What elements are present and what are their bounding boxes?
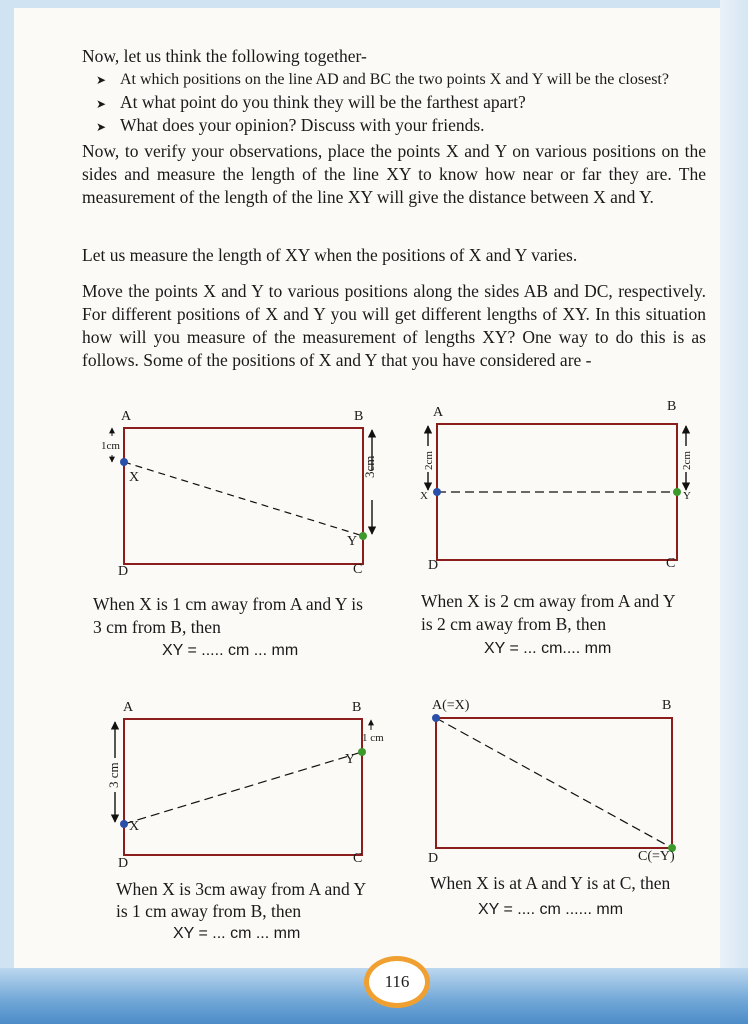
fig1-y-point	[359, 532, 367, 540]
fig3-caption-2: is 1 cm away from B, then	[116, 901, 302, 921]
fig2-label-y: Y	[683, 490, 691, 502]
fig1-caption-3: XY = ..... cm ... mm	[162, 642, 299, 659]
fig3-label-c: C	[353, 851, 363, 866]
fig3-rectangle	[124, 719, 362, 855]
fig2-label-d: D	[428, 558, 439, 573]
fig2-label-c: C	[666, 556, 676, 571]
fig3-label-a: A	[123, 700, 134, 715]
fig4-label-a: A(=X)	[432, 698, 470, 713]
fig3-right-measure: 1 cm	[362, 732, 384, 744]
fig4-caption-1: When X is at A and Y is at C, then	[430, 873, 671, 893]
fig1-label-y: Y	[347, 534, 358, 549]
fig4-label-c: C(=Y)	[638, 849, 675, 864]
fig2-x-point	[433, 488, 441, 496]
figure-2	[428, 424, 686, 560]
fig3-label-y: Y	[345, 752, 356, 767]
fig1-label-a: A	[121, 409, 132, 424]
fig4-caption-2: XY = .... cm ...... mm	[478, 901, 624, 918]
fig2-caption-3: XY = ... cm.... mm	[484, 640, 612, 657]
figure-3	[115, 719, 371, 855]
fig1-label-c: C	[353, 562, 363, 577]
fig1-xy-line	[124, 462, 363, 536]
fig4-xy-line	[436, 718, 672, 848]
fig2-left-measure: 2cm	[423, 451, 435, 470]
fig3-label-x: X	[129, 819, 140, 834]
fig2-caption-2: is 2 cm away from B, then	[421, 614, 607, 634]
bullet-2-text: At what point do you think they will be the farthest apart?	[120, 92, 526, 112]
fig2-caption-1: When X is 2 cm away from A and Y	[421, 591, 676, 611]
fig2-y-point	[673, 488, 681, 496]
figure-4	[432, 714, 676, 852]
arrow-bullet-icon: ➤	[96, 73, 107, 87]
intro-text: Now, let us think the following together-	[82, 46, 367, 66]
fig1-caption-1: When X is 1 cm away from A and Y is	[93, 594, 363, 614]
fig1-label-x: X	[129, 470, 140, 485]
fig3-y-point	[358, 748, 366, 756]
fig2-right-measure: 2cm	[681, 451, 693, 470]
arrow-bullet-icon: ➤	[96, 97, 107, 111]
fig1-left-measure: 1cm	[101, 440, 120, 452]
fig2-label-x: X	[420, 490, 428, 502]
fig1-caption-2: 3 cm from B, then	[93, 617, 221, 637]
bullet-1-text: At which positions on the line AD and BC the two points X and Y will be the closest?	[120, 71, 669, 88]
paragraph-3: Move the points X and Y to various positions along the sides AB and DC, respectively. For different positions of X and Y you will get different lengths of XY. In this situation how will you measure of the measurement of lengths XY? One way to do this is as follows. Some of the positions of X and Y that you have considered are -	[82, 281, 706, 370]
fig2-label-b: B	[667, 399, 677, 414]
fig3-x-point	[120, 820, 128, 828]
fig4-x-point	[432, 714, 440, 722]
paragraph-2: Let us measure the length of XY when the positions of X and Y varies.	[82, 245, 578, 265]
fig1-right-measure: 3cm	[362, 455, 377, 478]
arrow-bullet-icon: ➤	[96, 120, 107, 134]
page-number: 116	[364, 956, 430, 1008]
fig1-rectangle	[124, 428, 363, 564]
bullet-3-text: What does your opinion? Discuss with your friends.	[120, 115, 485, 135]
fig3-caption-3: XY = ... cm ... mm	[173, 925, 301, 942]
figure-1	[112, 428, 372, 564]
fig1-label-b: B	[354, 409, 364, 424]
fig4-label-b: B	[662, 698, 672, 713]
fig1-x-point	[120, 458, 128, 466]
fig1-label-d: D	[118, 564, 129, 579]
fig4-label-d: D	[428, 851, 439, 866]
fig3-left-measure: 3 cm	[106, 762, 121, 788]
fig2-label-a: A	[433, 405, 444, 420]
fig3-label-d: D	[118, 856, 129, 871]
fig3-label-b: B	[352, 700, 362, 715]
paragraph-1: Now, to verify your observations, place the points X and Y on various positions on the sides and measure the length of the line XY to know how near or far they are. The measurement of the length of the line XY will give the distance between X and Y.	[82, 141, 706, 207]
fig3-xy-line	[124, 752, 362, 824]
fig3-caption-1: When X is 3cm away from A and Y	[116, 879, 367, 899]
